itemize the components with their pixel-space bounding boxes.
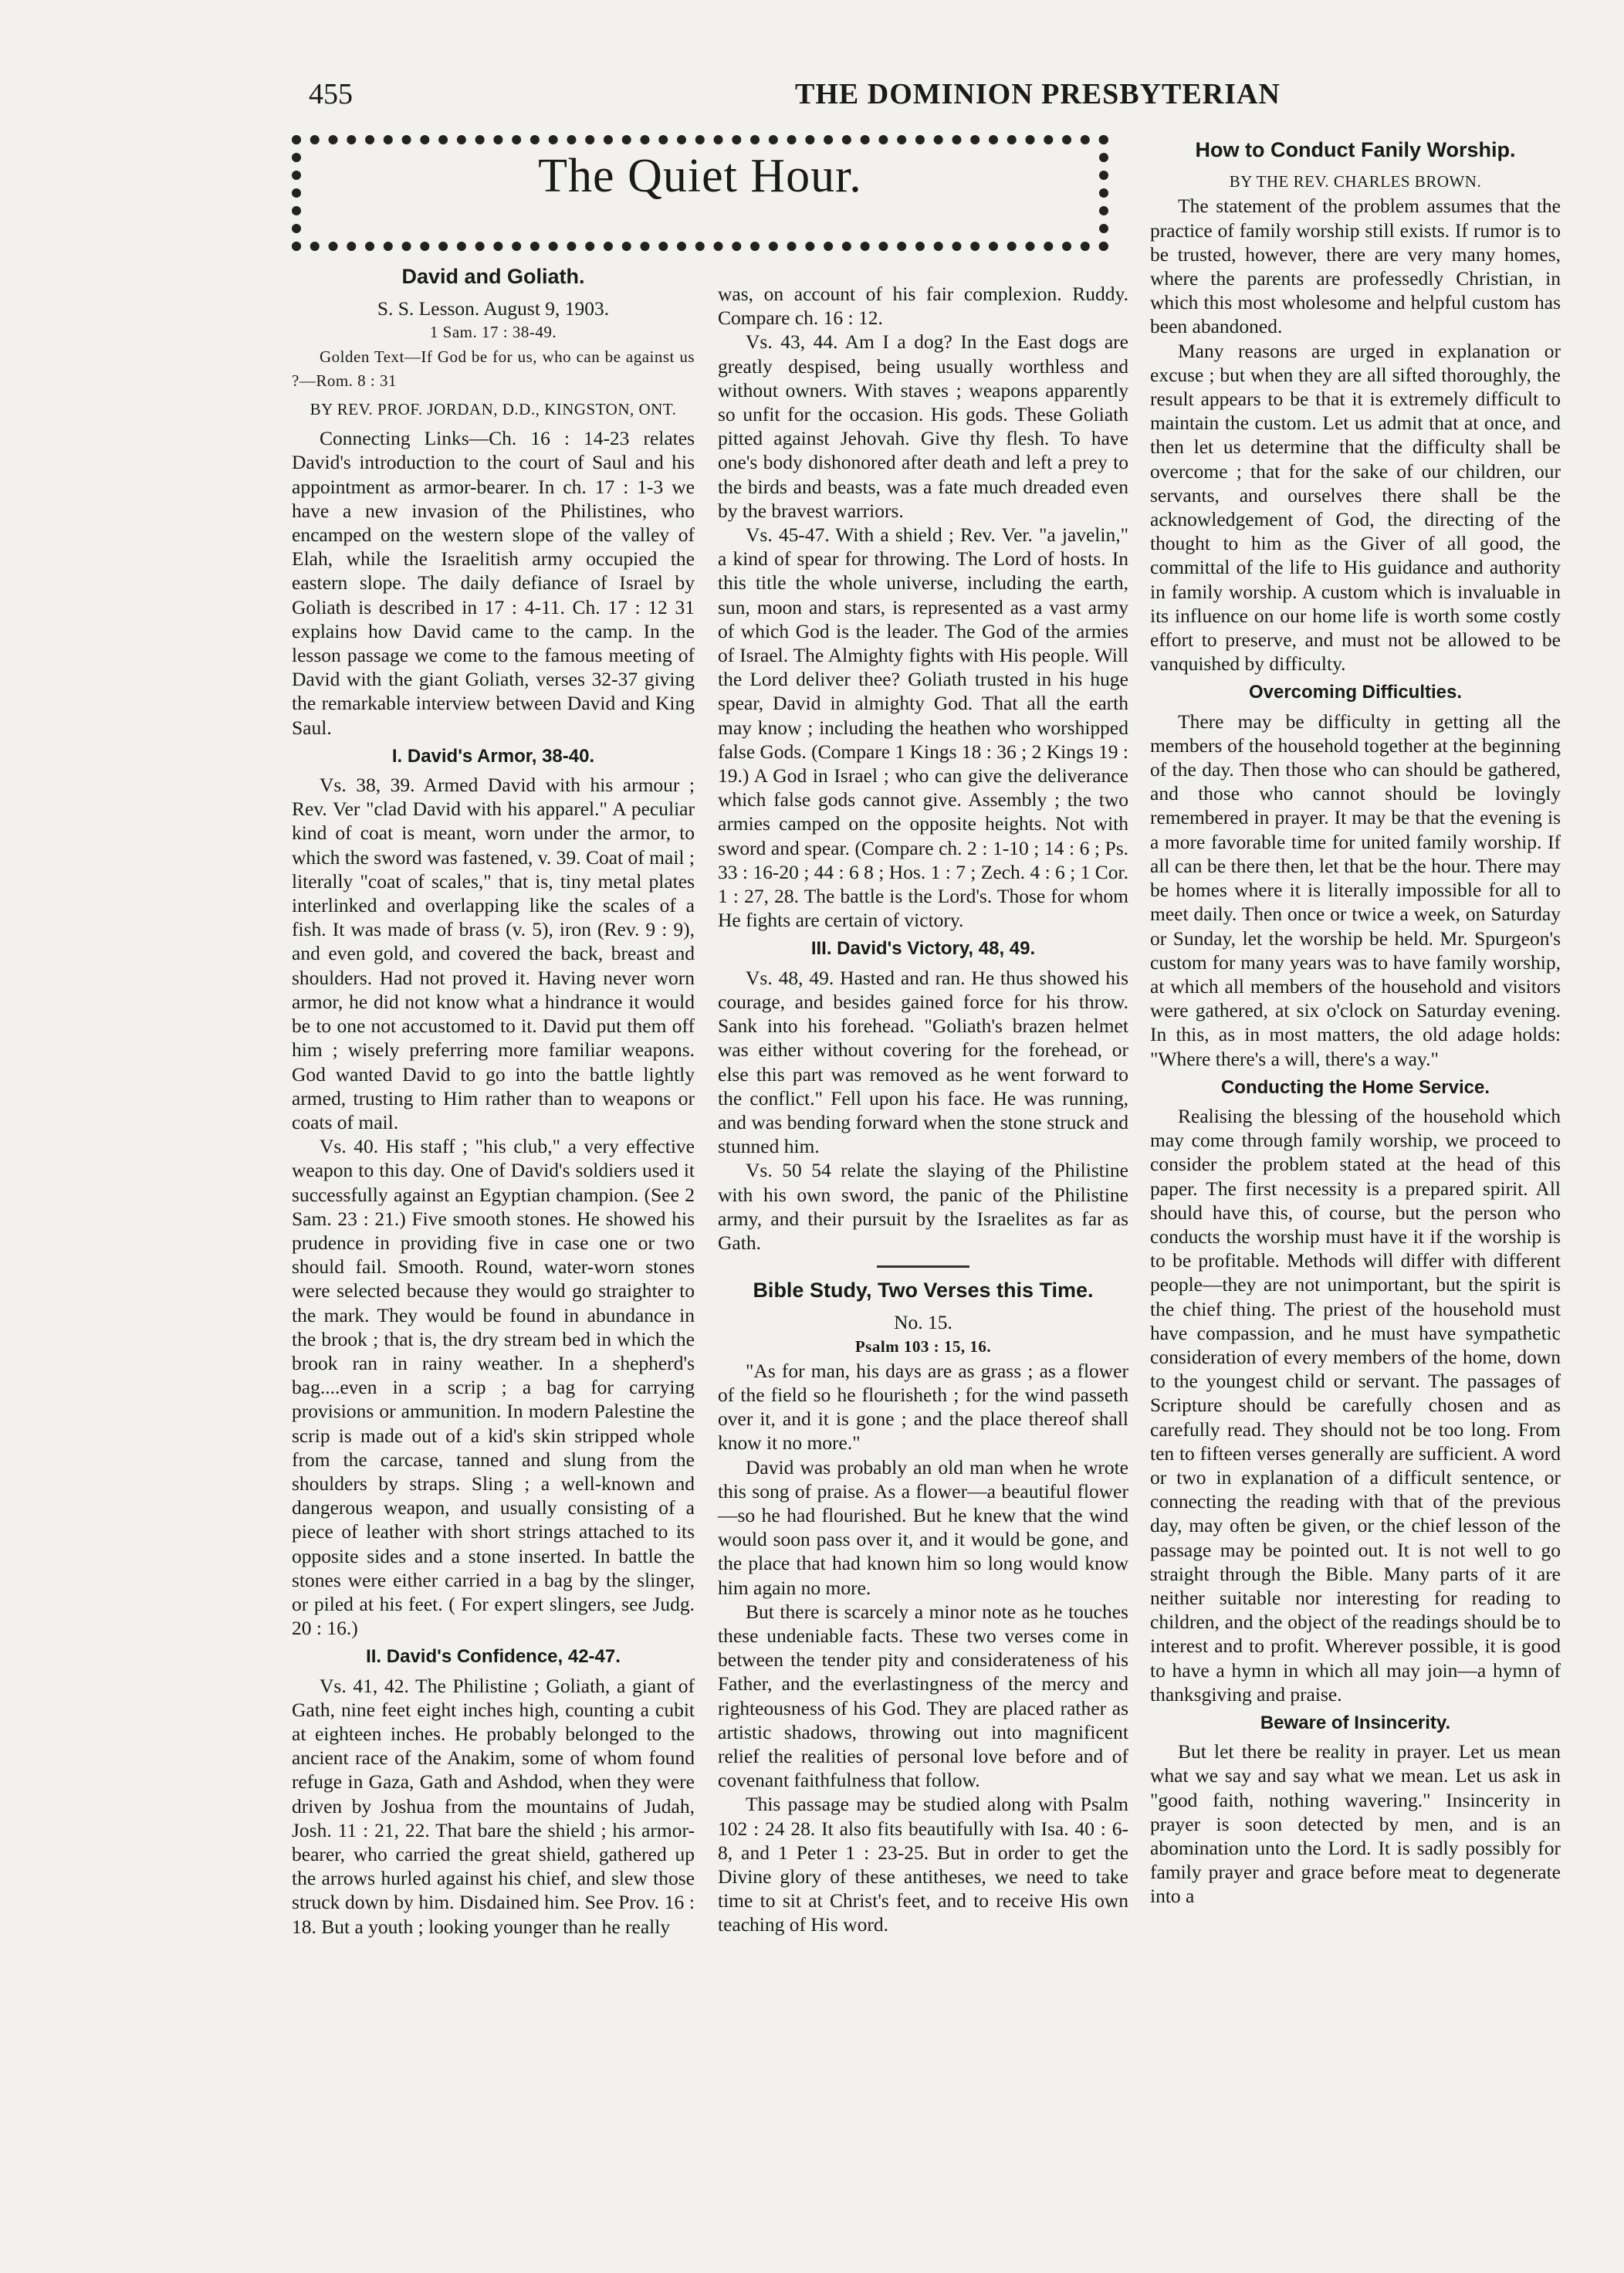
lesson-date: S. S. Lesson. August 9, 1903. <box>377 297 610 320</box>
section-3-paragraph: Vs. 48, 49. Hasted and ran. He thus showed his courage, and besides gained force for his throw. Sank into his forehead. "Goliath's brazen helmet was either without covering for the forehead, or else this part was removed as he went forward to the conflict." Fell upon his face. He was running, and was bending forward when the stone struck and stunned him. <box>718 966 1128 1158</box>
lesson-reference: 1 Sam. 17 : 38-49. <box>429 323 557 342</box>
family-worship-title: How to Conduct Fanily Worship. <box>1195 138 1516 161</box>
family-worship-paragraph: Many reasons are urged in explanation or excuse ; but when they are all sifted thoroughly, the result appears to be that it is extremely difficult to maintain the custom. Let us admit that at once, and then let us determine that the difficulty shall be overcome ; that for the sake of our children, our servants, and ourselves there shall be the acknowledgement of God, the directing of the thought to him as the Giver of all good, the committal of the life to His guidance and authority in family worship. A custom which is invaluable in its influence on our home life is worth some costly effort to preserve, and must not be allowed to be vanquished by difficulty. <box>1150 339 1561 676</box>
section-1-paragraph: Vs. 38, 39. Armed David with his armour ; Rev. Ver "clad David with his apparel." A peculiar kind of coat is meant, worn under the armor, to which the sword was fastened, v. 39. Coat of mail ; literally "coat of scales," that is, tiny metal plates interlinked and overlapping like the scales of a fish. It was made of brass (v. 5), iron (Rev. 9 : 9), and even gold, and covered the back, breast and shoulders. Had not proved it. Having never worn armor, he did not know what a hindrance it would be to one not accustomed to it. David put them off him ; wisely preferring more familiar weapons. God wanted David to go into the battle lightly armed, trusting to Him rather than to weapons or coats of mail. <box>292 774 695 1133</box>
family-worship-byline: BY THE REV. CHARLES BROWN. <box>1229 172 1482 191</box>
family-worship-paragraph: There may be difficulty in getting all the members of the household together at the beginning of the day. Then those who can should be gathered, and those who cannot should be lovingly remembered in prayer. It may be that the evening is a more favorable time for united family worship. If all can be there then, let that be the hour. There may be homes where it is literally impossible for all to meet daily. Then once or twice a week, on Saturday or Sunday, let the worship be held. Mr. Spurgeon's custom for many years was to have family worship, at which all members of the household and visitors were gathered, at six o'clock on Saturday evening. In this, as in most matters, the old adage holds: "Where there's a will, there's a way." <box>1150 710 1561 1070</box>
section-2-continued: was, on account of his fair complexion. Ruddy. Compare ch. 16 : 12. <box>718 283 1128 330</box>
bible-study-paragraph: David was probably an old man when he wrote this song of praise. As a flower—a beautiful flower—so he had flourished. But he knew that the wind would soon pass over it, and it would be gone, and the place that had known him so long would know him again no more. <box>718 1455 1128 1599</box>
column-2 <box>718 282 1128 1937</box>
page-number: 455 <box>309 78 353 110</box>
bible-study-psalm: Psalm 103 : 15, 16. <box>854 1336 992 1356</box>
lesson-byline: BY REV. PROF. JORDAN, D.D., KINGSTON, ONT. <box>310 400 677 419</box>
section-2-heading: II. David's Confidence, 42-47. <box>366 1646 621 1668</box>
family-worship-subheading: Beware of Insincerity. <box>1260 1712 1451 1733</box>
lesson-intro: Connecting Links—Ch. 16 : 14-23 relates David's introduction to the court of Saul and his appointment as armor-bearer. In ch. 17 : 1-3 we have a new invasion of the Philistines, who encamped on the western slope of the valley of Elah, while the Israelitish army occupied the eastern slope. The daily defiance of Israel by Goliath is described in 17 : 4-11. Ch. 17 : 12 31 explains how David came to the camp. In the lesson passage we come to the famous meeting of David with the giant Goliath, verses 32-37 giving the remarkable interview between David and King Saul. <box>292 427 695 739</box>
section-3-paragraph: Vs. 50 54 relate the slaying of the Philistine with his own sword, the panic of the Philistine army, and their pursuit by the Israelites as far as Gath. <box>718 1159 1128 1254</box>
quiet-hour-banner <box>292 135 1108 251</box>
bible-study-paragraph: "As for man, his days are as grass ; as a flower of the field so he flourisheth ; for the wind passeth over it, and it is gone ; and the place thereof shall know it no more." <box>718 1359 1128 1455</box>
page-header <box>309 77 1575 124</box>
section-2-paragraph: Vs. 41, 42. The Philistine ; Goliath, a giant of Gath, nine feet eight inches high, counting a cubit at eighteen inches. He probably belonged to the ancient race of the Anakim, some of whom found refuge in Gaza, Gath and Ashdod, when they were driven by Joshua from the mountains of Judah, Josh. 11 : 21, 22. That bare the shield ; his armor-bearer, who carried the great shield, gathered up the arrows hurled against his chief, and slew those struck down by him. Disdained him. See Prov. 16 : 18. But a youth ; looking younger than he really <box>292 1674 695 1938</box>
quiet-hour-title: The Quiet Hour. <box>538 150 862 202</box>
section-2-paragraph: Vs. 43, 44. Am I a dog? In the East dogs are greatly despised, being usually worthless and without owners. With staves ; weapons apparently so unfit for the occasion. His gods. These Goliath pitted against Jehovah. Give thy flesh. To have one's body dishonored after death and left a prey to the birds and beasts, was a fate much dreaded even by the bravest warriors. <box>718 330 1128 522</box>
column-1 <box>292 135 862 1939</box>
bible-study-number: No. 15. <box>894 1311 952 1334</box>
section-2-paragraph: Vs. 45-47. With a shield ; Rev. Ver. "a javelin," a kind of spear for throwing. The Lord of hosts. In this title the whole universe, including the earth, sun, moon and stars, is represented as a vast army of which God is the leader. The God of the armies of Israel. The Almighty fights with His people. Will the Lord deliver thee? Goliath trusted in his huge spear, David in almighty God. That all the earth may know ; including the heathen who worshipped false Gods. (Compare 1 Kings 18 : 36 ; 2 Kings 19 : 19.) A God in Israel ; who can give the deliverance which false gods cannot give. Assembly ; the two armies camped on the opposite heights. Not with sword and spear. (Compare ch. 2 : 1-10 ; 14 : 6 ; Ps. 33 : 16-20 ; 44 : 6 8 ; Hos. 1 : 7 ; Zech. 4 : 6 ; 1 Cor. 1 : 27, 28. The battle is the Lord's. Those for whom He fights are certain of victory. <box>718 523 1128 932</box>
column-3 <box>1150 135 1561 1909</box>
section-1-heading: I. David's Armor, 38-40. <box>391 745 595 767</box>
bible-study-title: Bible Study, Two Verses this Time. <box>753 1279 1094 1302</box>
lesson-title: David and Goliath. <box>401 265 585 288</box>
bible-study-paragraph: This passage may be studied along with Psalm 102 : 24 28. It also fits beautifully with Isa. 40 : 6-8, and 1 Peter 1 : 23-25. But in order to get the Divine glory of these antitheses, we need to take time to sit at Christ's feet, and to receive His own teaching of His word. <box>718 1793 1128 1936</box>
family-worship-subheading: Conducting the Home Service. <box>1220 1076 1490 1098</box>
family-worship-paragraph: Realising the blessing of the household which may come through family worship, we proceed to consider the problem stated at the head of this paper. The first necessity is a prepared spirit. All should have this, of course, but the person who conducts the worship must have it if the worship is to be profitable. Methods will differ with different people—they are not unimportant, but the spirit is the chief thing. The priest of the household must have compassion, and he must have sympathetic consideration of every members of the home, down to the youngest child or servant. The passages of Scripture should be carefully chosen and as carefully read. They should not be too long. From ten to fifteen verses generally are sufficient. A word or two in explanation of a difficult sentence, or connecting the reading with that of the previous day, may often be given, or the chief lesson of the passage may be pointed out. It is not well to go straight through the Bible. Many parts of it are neither suitable nor interesting for reading to children, and the object of the readings should be to interest and to profit. Wherever possible, it is good to have a hymn in which all may join—a hymn of thanksgiving and praise. <box>1150 1104 1561 1706</box>
bible-study-paragraph: But there is scarcely a minor note as he touches these undeniable facts. These two verses come in between the tender pity and considerateness of his Father, and the everlastingness of the mercy and righteousness of his God. They are placed rather as artistic shadows, throwing out into magnificent relief the realities of personal love before and of covenant faithfulness that follow. <box>718 1600 1128 1792</box>
section-1-paragraph: Vs. 40. His staff ; "his club," a very effective weapon to this day. One of David's soldiers used it successfully against an Egyptian champion. (See 2 Sam. 23 : 21.) Five smooth stones. He showed his prudence in providing five in case one or two should fail. Smooth. Round, water-worn stones were selected because they would go straighter to the mark. They would be found in abundance in the brook ; that is, the dry stream bed in which the brook ran in rainy weather. In a shepherd's bag....even in a scrip ; a bag for carrying provisions or ammunition. In modern Palestine the scrip is made out of a kid's skin stripped whole from the carcase, tanned and slung from the shoulders by straps. Sling ; a well-known and dangerous weapon, and usually consisting of a piece of leather with short strings attached to its opposite sides and a stone inserted. In battle the stones were either carried in a bag by the slinger, or piled at his feet. ( For expert slingers, see Judg. 20 : 16.) <box>292 1135 695 1640</box>
family-worship-paragraph: But let there be reality in prayer. Let us mean what we say and say what we mean. Let us ask in "good faith, nothing wavering." Insincerity in prayer is soon detected by men, and is an abomination unto the Lord. It is sadly possibly for family prayer and grace before meat to degenerate into a <box>1150 1740 1561 1908</box>
family-worship-paragraph: The statement of the problem assumes that the practice of family worship still exists. If rumor is to be trusted, however, there are very many homes, where the parents are professedly Christian, in which this most wholesome and helpful custom has been abandoned. <box>1150 195 1561 338</box>
family-worship-subheading: Overcoming Difficulties. <box>1248 682 1463 703</box>
golden-text: Golden Text—If God be for us, who can be against us ?—Rom. 8 : 31 <box>292 347 695 390</box>
divider <box>877 1265 969 1268</box>
section-3-heading: III. David's Victory, 48, 49. <box>810 938 1036 960</box>
journal-title: THE DOMINION PRESBYTERIAN <box>795 78 1281 110</box>
